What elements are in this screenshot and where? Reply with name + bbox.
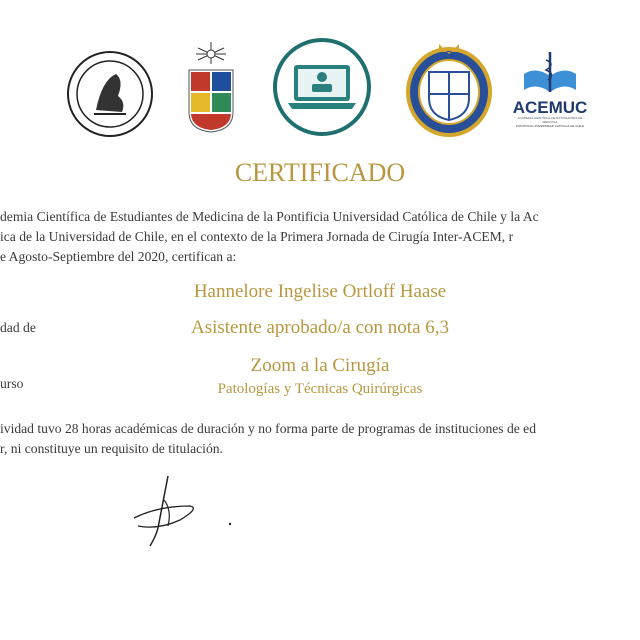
status-text: Asistente aprobado/a con nota 6,3 [190,317,449,338]
acemuc-subtitle-2: PONTIFICIA UNIVERSIDAD CATÓLICA DE CHILE [515,124,585,128]
recipient-name: Hannelore Ingelise Ortloff Haase [193,281,447,302]
puc-seal-logo [404,40,494,143]
acemuc-subtitle: ACADEMIA CIENTÍFICA DE ESTUDIANTES DE MEDICINA [517,116,583,124]
footer-line-2: r, ni constituye un requisito de titulación. [0,441,223,456]
acemuc-title: ACEMUC [512,98,588,117]
intro-line-3: e Agosto-Septiembre del 2020, certifican a: [0,249,237,264]
certificate-title: CERTIFICADO [234,158,406,187]
quality-label: dad de [0,320,36,335]
signature [128,470,238,555]
acemuc-logo [512,50,588,128]
footer-line-1: ividad tuvo 28 horas académicas de duración y no forma parte de programas de instituciones de ed [0,421,537,436]
intro-line-1: demia Científica de Estudiantes de Medicina de la Pontificia Universidad Católica de Chile y la Ac [0,209,539,224]
zoom-course-logo [272,37,372,142]
university-shield-logo [186,42,236,139]
course-label: urso [0,376,24,391]
course-subtitle: Patologías y Técnicas Quirúrgicas [217,381,423,397]
academy-seal-logo [66,50,154,143]
intro-line-2: ica de la Universidad de Chile, en el contexto de la Primera Jornada de Cirugía Inter-ACEM, r [0,229,514,244]
course-title: Zoom a la Cirugía [250,355,390,376]
